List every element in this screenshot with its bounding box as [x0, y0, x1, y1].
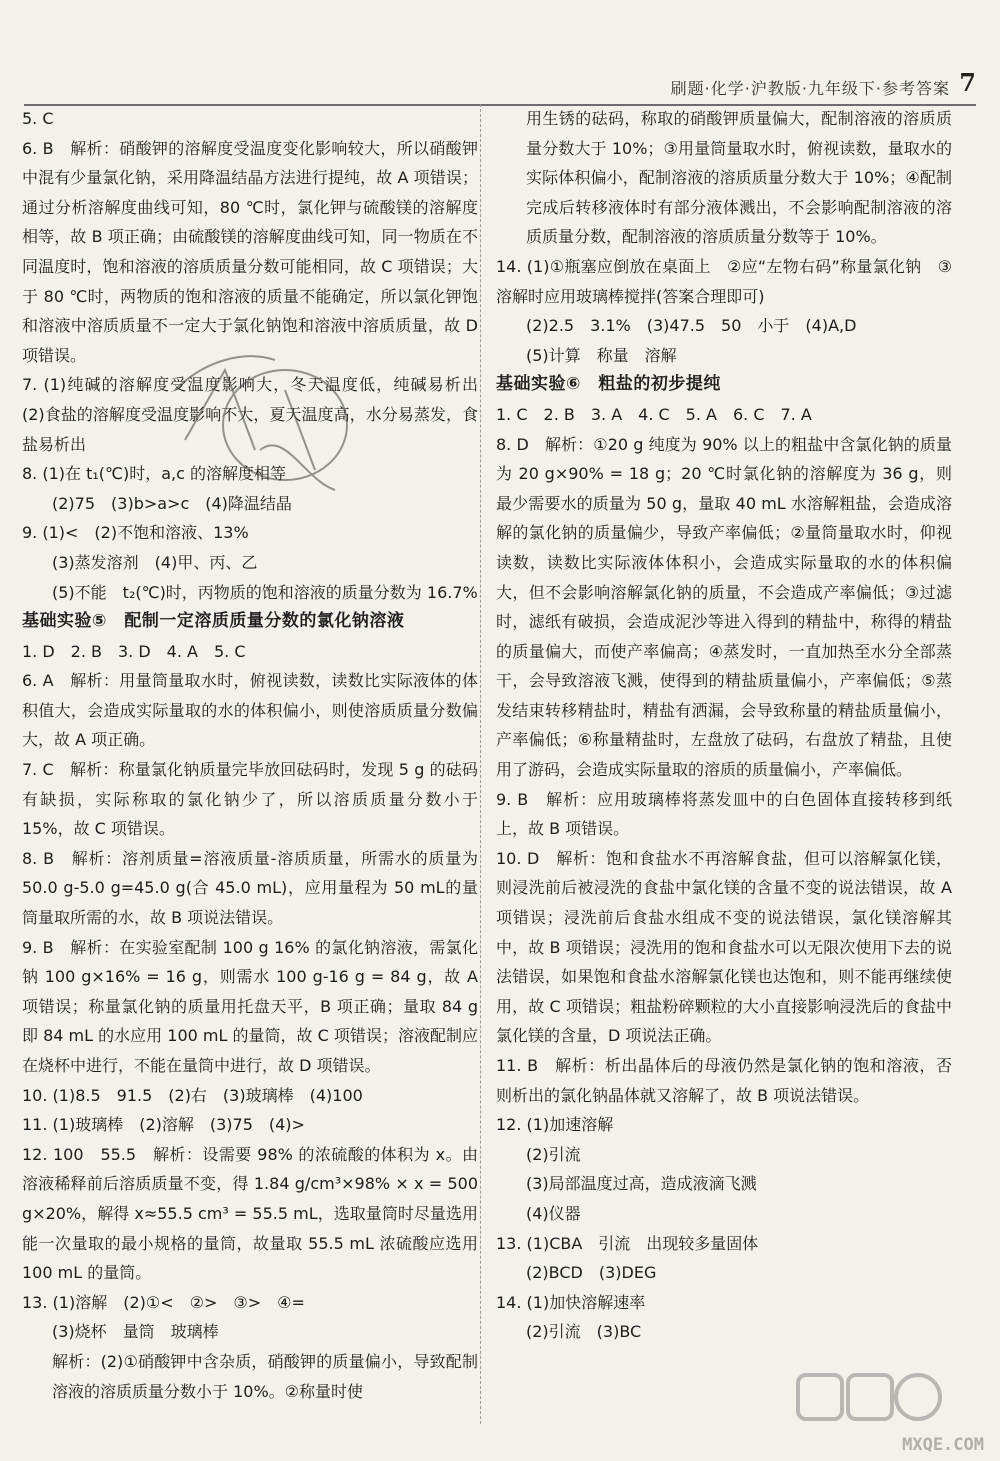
right-column	[496, 104, 952, 1347]
answer-paragraph: (3)烧杯 量筒 玻璃棒	[52, 1322, 219, 1342]
answer-paragraph: 7. (1)纯碱的溶解度受温度影响大，冬天温度低，纯碱易析出 (2)食盐的溶解度受温度影响不大，夏天温度高，水分易蒸发，食盐易析出	[22, 375, 495, 454]
left-column	[22, 104, 495, 1406]
column-divider	[480, 104, 481, 1424]
answer-paragraph: 13. (1)CBA 引流 出现较多量固体	[496, 1233, 759, 1253]
section-heading: 基础实验⑥ 粗盐的初步提纯	[496, 374, 721, 395]
answer-paragraph: (2)引流	[526, 1144, 581, 1164]
answer-paragraph: (5)不能 t₂(℃)时，丙物质的饱和溶液的质量分数为 16.7%	[52, 582, 478, 602]
answer-paragraph: 13. (1)溶解 (2)①< ②> ③> ④=	[22, 1292, 305, 1312]
section-heading: 基础实验⑤ 配制一定溶质质量分数的氯化钠溶液	[22, 611, 405, 632]
answer-paragraph: 9. (1)< (2)不饱和溶液、13%	[22, 523, 249, 543]
answer-paragraph: 解析：(2)①硝酸钾中含杂质，硝酸钾的质量偏小，导致配制溶液的溶质质量分数小于 10%。②称量时使	[52, 1351, 478, 1401]
answer-paragraph: 10. D 解析：饱和食盐水不再溶解食盐，但可以溶解氯化镁，则浸洗前后被浸洗的食盐中氯化镁的含量不变的说法错误，故 A 项错误；浸洗前后食盐水组成不变的说法错误，氯化镁溶解其中，故 B 项错误；浸洗用的饱和食盐水可以无限次使用下去的说法错误，如果饱和食盐水溶解氯化镁也达饱和，则不能再继续使用，故 C 项错误；粗盐粉碎颗粒的大小直接影响浸洗后的食盐中氯化镁的含量，D 项说法正确。	[496, 848, 952, 1046]
answer-paragraph: 8. (1)在 t₁(℃)时，a,c 的溶解度相等	[22, 464, 287, 484]
page-header	[24, 64, 976, 106]
answer-paragraph: 8. D 解析：①20 g 纯度为 90% 以上的粗盐中含氯化钠的质量为 20 g×90% = 18 g；20 ℃时氯化钠的溶解度为 36 g，则最少需要水的质量为 50 g，量取 40 mL 水溶解粗盐，会造成溶解的氯化钠的质量偏少，导致产率偏低；②量筒量取水时，仰视读数，读数比实际液体体积小，会造成实际量取的水的体积偏大，但不会影响溶解氯化钠的质量，不会造成产率偏低；③过滤时，滤纸有破损，会造成泥沙等进入得到的精盐中，称得的精盐的质量偏大，而使产率偏高；④蒸发时，一直加热至水分全部蒸干，会导致溶液飞溅，使得到的精盐质量偏小，产率偏低；⑤蒸发结束转移精盐时，精盐有洒漏，会导致称量的精盐质量偏小，产率偏低；⑥称量精盐时，左盘放了砝码，右盘放了精盐，且使用了游码，会造成实际量取的溶质的质量偏小，产率偏低。	[496, 434, 952, 780]
answer-paragraph: (5)计算 称量 溶解	[526, 345, 677, 365]
watermark-icon	[794, 1369, 944, 1425]
answer-paragraph: (2)BCD (3)DEG	[526, 1263, 657, 1283]
answer-paragraph: 1. D 2. B 3. D 4. A 5. C	[22, 641, 246, 661]
answer-paragraph: (4)仪器	[526, 1203, 581, 1223]
answer-paragraph: 1. C 2. B 3. A 4. C 5. A 6. C 7. A	[496, 404, 812, 424]
answer-paragraph: 10. (1)8.5 91.5 (2)右 (3)玻璃棒 (4)100	[22, 1085, 363, 1105]
answer-paragraph: 8. B 解析：溶剂质量=溶液质量-溶质质量，所需水的质量为 50.0 g-5.0 g=45.0 g(合 45.0 mL)，应用量程为 50 mL的量筒量取所需的水，故 B 项说法错误。	[22, 848, 478, 928]
answer-paragraph: 11. (1)玻璃棒 (2)溶解 (3)75 (4)>	[22, 1115, 305, 1135]
answer-paragraph: 12. 100 55.5 解析：设需要 98% 的浓硫酸的体积为 x。由溶液稀释前后溶质质量不变，得 1.84 g/cm³×98% × x = 500 g×20%，解得 x≈55.5 cm³ = 55.5 mL，选取量筒时尽量选用能一次量取的最小规格的量筒，故量取 55.5 mL 浓硫酸应选用 100 mL 的量筒。	[22, 1144, 478, 1283]
answer-paragraph: 9. B 解析：在实验室配制 100 g 16% 的氯化钠溶液，需氯化钠 100 g×16% = 16 g，则需水 100 g-16 g = 84 g，故 A 项错误；称量氯化钠的质量用托盘天平，B 项正确；量取 84 g 即 84 mL 的水应用 100 mL 的量筒，故 C 项错误；溶液配制应在烧杯中进行，不能在量筒中进行，故 D 项错误。	[22, 937, 478, 1075]
answer-paragraph: 6. B 解析：硝酸钾的溶解度受温度变化影响较大，所以硝酸钾中混有少量氯化钠，采用降温结晶方法进行提纯，故 A 项错误；通过分析溶解度曲线可知，80 ℃时，氯化钾与硫酸镁的溶解度相等，故 B 项正确；由硫酸镁的溶解度曲线可知，同一物质在不同温度时，饱和溶液的溶质质量分数可能相同，故 C 项错误；大于 80 ℃时，两物质的饱和溶液的质量不能确定，所以氯化钾饱和溶液中溶质质量不一定大于氯化钠饱和溶液中溶质质量，故 D 项错误。	[22, 138, 478, 365]
header-title: 刷题·化学·沪教版·九年级下·参考答案	[670, 79, 950, 98]
answer-paragraph: 用生锈的砝码，称取的硝酸钾质量偏大，配制溶液的溶质质量分数大于 10%；③用量筒量取水时，俯视读数，量取水的实际体积偏小，配制溶液的溶质质量分数大于 10%；④配制完成后转移液体时有部分液体溅出，不会影响配制溶液的溶质质量分数，配制溶液的溶质质量分数等于 10%。	[526, 109, 952, 247]
watermark-logo	[794, 1369, 984, 1455]
answer-paragraph: (2)引流 (3)BC	[526, 1322, 642, 1342]
answer-paragraph: 6. A 解析：用量筒量取水时，俯视读数，读数比实际液体的体积值大，会造成实际量取的水的体积偏小，则使溶质质量分数偏大，故 A 项正确。	[22, 671, 478, 750]
answer-paragraph: 14. (1)①瓶塞应倒放在桌面上 ②应“左物右码”称量氯化钠 ③溶解时应用玻璃棒搅拌(答案合理即可)	[496, 256, 952, 306]
answer-paragraph: 7. C 解析：称量氯化钠质量完毕放回砝码时，发现 5 g 的砝码有缺损，实际称取的氯化钠少了，所以溶质质量分数小于 15%，故 C 项错误。	[22, 760, 478, 839]
page-number: 7	[959, 68, 976, 97]
answer-paragraph: (3)蒸发溶剂 (4)甲、丙、乙	[52, 552, 258, 572]
watermark-site: MXQE.COM	[902, 1435, 984, 1455]
answer-paragraph: (2)2.5 3.1% (3)47.5 50 小于 (4)A,D	[526, 316, 857, 336]
answer-paragraph: 9. B 解析：应用玻璃棒将蒸发皿中的白色固体直接转移到纸上，故 B 项错误。	[496, 789, 952, 839]
answer-paragraph: 11. B 解析：析出晶体后的母液仍然是氯化钠的饱和溶液，否则析出的氯化钠晶体就又溶解了，故 B 项说法错误。	[496, 1056, 952, 1105]
answer-paragraph: 5. C	[22, 109, 54, 128]
answer-paragraph: 14. (1)加快溶解速率	[496, 1292, 646, 1312]
answer-paragraph: (2)75 (3)b>a>c (4)降温结晶	[52, 493, 292, 513]
answer-paragraph: (3)局部温度过高，造成液滴飞溅	[526, 1174, 757, 1194]
answer-paragraph: 12. (1)加速溶解	[496, 1115, 614, 1135]
